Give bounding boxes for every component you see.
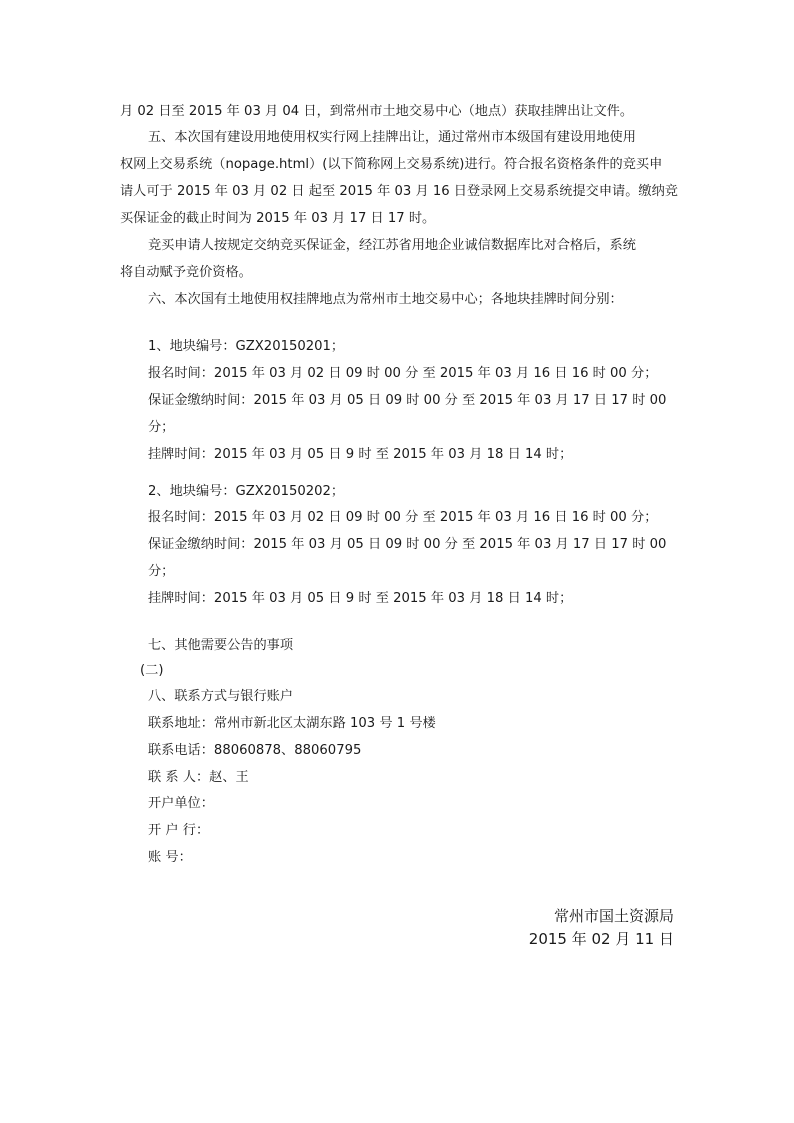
paragraph-line: 权网上交易系统（nopage.html）(以下简称网上交易系统)进行。符合报名资格条件的竞买申 — [120, 157, 663, 172]
account-holder: 开户单位： — [148, 796, 214, 811]
section-heading: 六、本次国有土地使用权挂牌地点为常州市土地交易中心；各地块挂牌时间分别： — [148, 292, 623, 307]
listing-time: 挂牌时间：2015 年 03 月 05 日 9 时 至 2015 年 03 月 18 日 14 时； — [148, 447, 573, 462]
deposit-time: 保证金缴纳时间：2015 年 03 月 05 日 09 时 00 分 至 2015 年 03 月 17 日 17 时 00 — [148, 393, 667, 408]
listing-time: 挂牌时间：2015 年 03 月 05 日 9 时 至 2015 年 03 月 18 日 14 时； — [148, 591, 573, 606]
paragraph-line: 请人可于 2015 年 03 月 02 日 起至 2015 年 03 月 16 日登录网上交易系统提交申请。缴纳竞 — [120, 184, 678, 199]
plot-number: 1、地块编号：GZX20150201； — [148, 339, 345, 354]
subsection-marker: (二) — [140, 663, 164, 678]
paragraph-line: 竞买申请人按规定交纳竞买保证金，经江苏省用地企业诚信数据库比对合格后，系统 — [148, 238, 636, 253]
paragraph-line: 买保证金的截止时间为 2015 年 03 月 17 日 17 时。 — [120, 211, 436, 226]
account-number: 账 号： — [148, 850, 192, 865]
registration-time: 报名时间：2015 年 03 月 02 日 09 时 00 分 至 2015 年 03 月 16 日 16 时 00 分； — [148, 510, 658, 525]
registration-time: 报名时间：2015 年 03 月 02 日 09 时 00 分 至 2015 年 03 月 16 日 16 时 00 分； — [148, 366, 658, 381]
section-heading: 七、其他需要公告的事项 — [148, 638, 294, 653]
section-heading: 八、联系方式与银行账户 — [148, 689, 294, 704]
deposit-time: 保证金缴纳时间：2015 年 03 月 05 日 09 时 00 分 至 2015 年 03 月 17 日 17 时 00 — [148, 537, 667, 552]
plot-number: 2、地块编号：GZX20150202； — [148, 484, 345, 499]
bank-name: 开 户 行： — [148, 823, 210, 838]
signature-date: 2015 年 02 月 11 日 — [528, 930, 674, 948]
deposit-time-cont: 分； — [148, 564, 175, 579]
contact-address: 联系地址：常州市新北区太湖东路 103 号 1 号楼 — [148, 716, 436, 731]
contact-person: 联 系 人：赵、王 — [148, 770, 249, 785]
paragraph-line: 五、本次国有建设用地使用权实行网上挂牌出让，通过常州市本级国有建设用地使用 — [148, 130, 636, 145]
paragraph-line: 将自动赋予竞价资格。 — [120, 265, 252, 280]
paragraph-line: 月 02 日至 2015 年 03 月 04 日，到常州市土地交易中心（地点）获取挂牌出让文件。 — [120, 104, 634, 119]
contact-phone: 联系电话：88060878、88060795 — [148, 743, 362, 758]
signature-org: 常州市国土资源局 — [553, 907, 674, 925]
deposit-time-cont: 分； — [148, 420, 175, 435]
